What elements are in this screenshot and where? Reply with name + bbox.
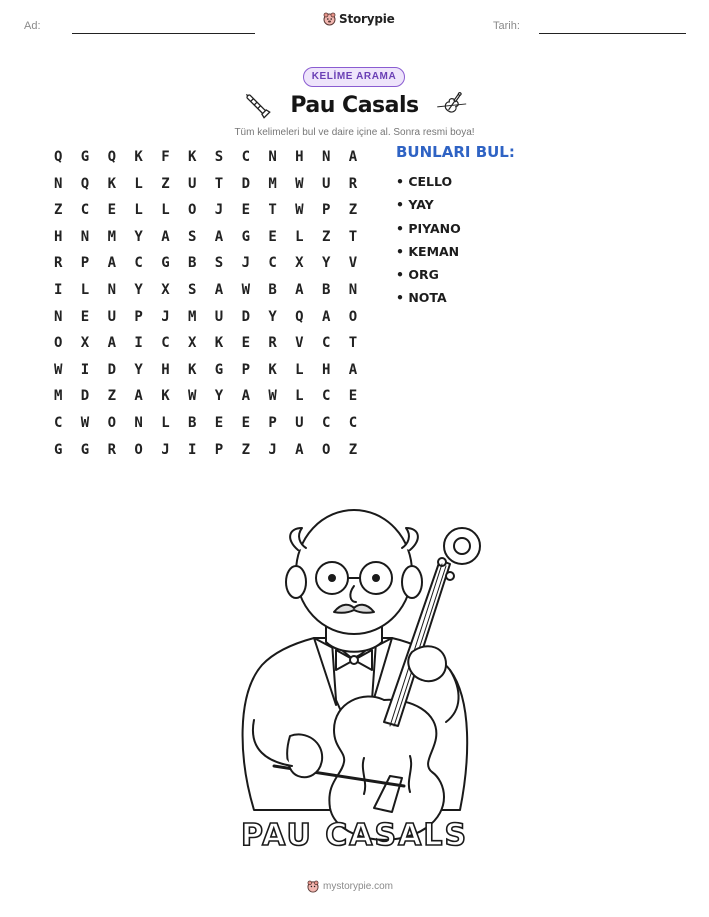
grid-letter[interactable]: J — [161, 308, 170, 325]
grid-letter[interactable]: Q — [107, 149, 117, 165]
grid-letter[interactable]: I — [187, 441, 197, 458]
grid-letter[interactable]: G — [161, 255, 170, 272]
word-list-item: • CELLO — [396, 174, 453, 189]
grid-letter[interactable]: E — [241, 414, 251, 431]
grid-letter[interactable]: M — [268, 175, 277, 192]
grid-letter[interactable]: Y — [134, 361, 143, 378]
grid-letter[interactable]: N — [348, 281, 358, 298]
grid-letter[interactable]: P — [268, 414, 277, 431]
grid-letter[interactable]: L — [295, 361, 304, 378]
grid-letter[interactable]: W — [80, 414, 90, 431]
word-list-item: • YAY — [396, 197, 434, 213]
grid-letter[interactable]: K — [187, 361, 197, 378]
grid-letter[interactable]: C — [134, 255, 143, 272]
grid-row — [49, 330, 371, 357]
grid-letter[interactable]: K — [161, 388, 170, 405]
grid-letter[interactable]: C — [80, 202, 90, 219]
grid-letter[interactable]: L — [134, 202, 143, 219]
grid-letter[interactable]: U — [214, 308, 224, 325]
grid-letter[interactable]: B — [187, 414, 197, 431]
grid-letter[interactable]: A — [214, 228, 224, 245]
grid-letter[interactable]: O — [134, 441, 143, 458]
grid-letter[interactable]: N — [54, 308, 63, 325]
pau-casals-coloring-illustration — [214, 490, 494, 860]
grid-letter[interactable]: Y — [214, 388, 224, 405]
grid-letter[interactable]: M — [187, 308, 197, 325]
grid-letter[interactable]: T — [348, 335, 358, 352]
grid-letter[interactable]: O — [107, 414, 117, 431]
grid-letter[interactable]: D — [80, 388, 90, 405]
grid-letter[interactable]: T — [348, 228, 358, 245]
grid-letter[interactable]: U — [321, 175, 331, 192]
grid-letter[interactable]: Q — [54, 149, 63, 165]
grid-letter[interactable]: Z — [54, 202, 63, 219]
grid-letter[interactable]: A — [214, 281, 224, 298]
footer-url[interactable]: mystorypie.com — [323, 881, 394, 892]
grid-letter[interactable]: W — [54, 361, 63, 378]
grid-letter[interactable]: S — [187, 281, 197, 298]
grid-letter[interactable]: B — [321, 281, 331, 298]
grid-letter[interactable]: B — [187, 255, 197, 272]
grid-letter[interactable]: N — [321, 149, 331, 165]
grid-letter[interactable]: P — [134, 308, 143, 325]
instructions: Tüm kelimeleri bul ve daire içine al. Sonra resmi boya! — [234, 127, 475, 138]
storypie-mascot-icon — [307, 880, 319, 893]
grid-letter[interactable]: Z — [348, 441, 358, 458]
grid-letter[interactable]: B — [268, 281, 277, 298]
grid-letter[interactable]: H — [321, 361, 331, 378]
grid-letter[interactable]: N — [268, 149, 277, 165]
grid-row — [49, 357, 371, 384]
grid-row — [49, 383, 371, 410]
grid-letter[interactable]: L — [161, 202, 170, 219]
word-list-item: • NOTA — [396, 290, 447, 306]
grid-letter[interactable]: R — [348, 175, 358, 192]
grid-letter[interactable]: K — [187, 149, 197, 165]
grid-letter[interactable]: Z — [241, 441, 251, 458]
grid-letter[interactable]: E — [268, 228, 277, 245]
grid-letter[interactable]: A — [295, 281, 304, 298]
grid-letter[interactable]: A — [321, 308, 331, 325]
grid-letter[interactable]: A — [107, 335, 117, 352]
grid-letter[interactable]: Q — [80, 175, 90, 192]
footer — [307, 880, 393, 893]
grid-letter[interactable]: Y — [134, 228, 143, 245]
grid-letter[interactable]: W — [241, 281, 251, 298]
grid-letter[interactable]: A — [348, 149, 358, 165]
grid-letter[interactable]: Z — [348, 202, 358, 219]
brand-name: Storypie — [339, 12, 395, 26]
grid-letter[interactable]: X — [80, 335, 90, 352]
grid-letter[interactable]: M — [54, 388, 63, 405]
grid-letter[interactable]: P — [241, 361, 251, 378]
brand-logo — [323, 12, 395, 26]
grid-row — [49, 277, 371, 304]
grid-letter[interactable]: C — [321, 388, 331, 405]
grid-letter[interactable]: H — [161, 361, 170, 378]
grid-letter[interactable]: D — [107, 361, 117, 378]
grid-letter[interactable]: C — [348, 414, 358, 431]
grid-letter[interactable]: S — [187, 228, 197, 245]
grid-letter[interactable]: A — [241, 388, 251, 405]
grid-letter[interactable]: J — [161, 441, 170, 458]
grid-letter[interactable]: K — [134, 149, 143, 165]
grid-letter[interactable]: U — [187, 175, 197, 192]
grid-letter[interactable]: U — [107, 308, 117, 325]
grid-letter[interactable]: X — [295, 255, 304, 272]
grid-letter[interactable]: X — [187, 335, 197, 352]
grid-letter[interactable]: J — [241, 255, 251, 272]
grid-letter[interactable]: K — [214, 335, 224, 352]
grid-letter[interactable]: R — [268, 335, 277, 352]
date-line — [539, 33, 686, 34]
grid-letter[interactable]: G — [54, 441, 63, 458]
grid-row — [49, 410, 371, 437]
word-list-item: • KEMAN — [396, 243, 460, 259]
grid-letter[interactable]: N — [107, 281, 117, 298]
grid-letter[interactable]: M — [107, 228, 117, 245]
grid-letter[interactable]: R — [54, 255, 63, 272]
grid-letter[interactable]: E — [241, 335, 251, 352]
grid-letter[interactable]: W — [295, 175, 304, 192]
grid-letter[interactable]: T — [268, 202, 277, 219]
grid-letter[interactable]: O — [54, 335, 63, 352]
grid-letter[interactable]: N — [54, 175, 63, 192]
grid-row — [49, 144, 371, 171]
grid-letter[interactable]: I — [134, 335, 143, 352]
grid-letter[interactable]: R — [107, 441, 117, 458]
word-list-title: BUNLARI BUL: — [396, 143, 515, 161]
grid-letter[interactable]: Y — [134, 281, 143, 298]
grid-row — [49, 224, 371, 251]
grid-letter[interactable]: P — [80, 255, 90, 272]
grid-letter[interactable]: V — [348, 255, 358, 272]
grid-letter[interactable]: W — [295, 202, 304, 219]
grid-row — [49, 304, 371, 331]
grid-letter[interactable]: J — [268, 441, 277, 458]
grid-letter[interactable]: D — [241, 175, 251, 192]
grid-letter[interactable]: D — [241, 308, 251, 325]
grid-letter[interactable]: V — [295, 335, 304, 352]
grid-letter[interactable]: W — [187, 388, 197, 405]
puzzle-type-badge: KELİME ARAMA — [303, 67, 405, 87]
grid-letter[interactable]: T — [214, 175, 224, 192]
grid-letter[interactable]: I — [80, 361, 90, 378]
grid-letter[interactable]: Y — [268, 308, 277, 325]
grid-letter[interactable]: E — [214, 414, 224, 431]
grid-letter[interactable]: S — [214, 255, 224, 272]
grid-letter[interactable]: U — [295, 414, 304, 431]
word-search-grid[interactable] — [49, 144, 371, 463]
date-label: Tarih: — [493, 20, 520, 32]
grid-letter[interactable]: I — [54, 281, 63, 298]
word-list-item: • PIYANO — [396, 220, 461, 236]
grid-letter[interactable]: G — [241, 228, 251, 245]
grid-letter[interactable]: Z — [107, 388, 117, 405]
grid-letter[interactable]: C — [241, 149, 251, 165]
grid-letter[interactable]: J — [214, 202, 224, 219]
grid-letter[interactable]: P — [321, 202, 331, 219]
grid-letter[interactable]: Q — [295, 308, 304, 325]
grid-letter[interactable]: C — [321, 414, 331, 431]
grid-letter[interactable]: E — [348, 388, 358, 405]
illustration-caption: PAU CASALS — [240, 818, 469, 853]
grid-letter[interactable]: E — [80, 308, 90, 325]
grid-letter[interactable]: A — [295, 441, 304, 458]
grid-letter[interactable]: L — [80, 281, 90, 298]
grid-letter[interactable]: N — [134, 414, 143, 431]
grid-letter[interactable]: P — [214, 441, 224, 458]
word-list-item: • ORG — [396, 267, 439, 283]
page-title: Pau Casals — [290, 92, 419, 118]
grid-letter[interactable]: L — [295, 228, 304, 245]
grid-row — [49, 437, 371, 464]
grid-letter[interactable]: Z — [321, 228, 331, 245]
grid-letter[interactable]: Z — [161, 175, 170, 192]
grid-letter[interactable]: A — [134, 388, 143, 405]
grid-letter[interactable]: A — [348, 361, 358, 378]
grid-letter[interactable]: L — [134, 175, 143, 192]
grid-letter[interactable]: O — [187, 202, 197, 219]
grid-letter[interactable]: S — [214, 149, 224, 165]
grid-letter[interactable]: E — [107, 202, 117, 219]
grid-letter[interactable]: F — [161, 149, 170, 165]
grid-row — [49, 250, 371, 277]
grid-row — [49, 171, 371, 198]
storypie-mascot-icon — [323, 12, 336, 26]
grid-letter[interactable]: A — [107, 255, 117, 272]
grid-letter[interactable]: C — [54, 414, 63, 431]
grid-letter[interactable]: N — [80, 228, 90, 245]
grid-letter[interactable]: Y — [321, 255, 331, 272]
oboe-icon — [242, 90, 272, 120]
name-line — [72, 33, 255, 34]
grid-letter[interactable]: G — [214, 361, 224, 378]
grid-letter[interactable]: C — [321, 335, 331, 352]
grid-letter[interactable]: K — [268, 361, 277, 378]
grid-letter[interactable]: O — [348, 308, 358, 325]
grid-letter[interactable]: H — [295, 149, 304, 165]
grid-letter[interactable]: C — [161, 335, 170, 352]
grid-letter[interactable]: C — [268, 255, 277, 272]
grid-letter[interactable]: A — [161, 228, 170, 245]
grid-letter[interactable]: X — [161, 281, 170, 298]
grid-letter[interactable]: H — [54, 228, 63, 245]
grid-letter[interactable]: E — [241, 202, 251, 219]
word-list — [396, 170, 461, 310]
grid-letter[interactable]: L — [161, 414, 170, 431]
grid-letter[interactable]: O — [321, 441, 331, 458]
grid-letter[interactable]: K — [107, 175, 117, 192]
grid-letter[interactable]: G — [80, 149, 90, 165]
grid-letter[interactable]: W — [268, 388, 277, 405]
title-row — [0, 90, 709, 120]
name-label: Ad: — [24, 20, 41, 32]
grid-row — [49, 197, 371, 224]
violin-icon — [437, 90, 467, 120]
grid-letter[interactable]: L — [295, 388, 304, 405]
grid-letter[interactable]: G — [80, 441, 90, 458]
